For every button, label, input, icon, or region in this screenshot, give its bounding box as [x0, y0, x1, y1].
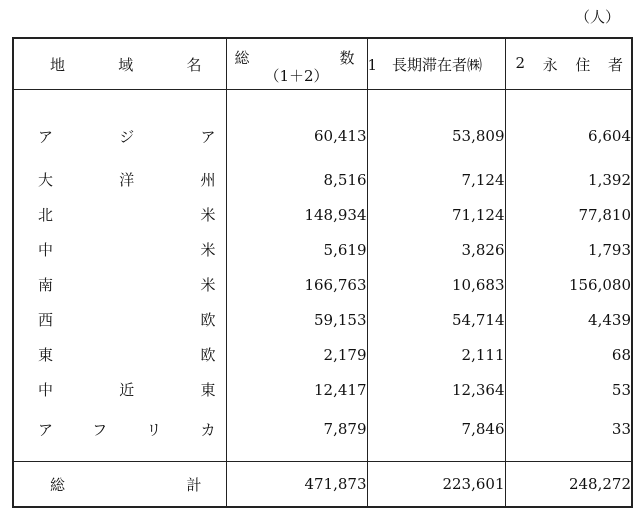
- total-cell: 60,413: [226, 90, 367, 163]
- region-char: 米: [200, 241, 216, 259]
- total-cell: 12,417: [226, 372, 367, 407]
- region-char: 米: [200, 206, 216, 224]
- long-term-cell: 3,826: [367, 232, 505, 267]
- region-cell: [13, 162, 226, 197]
- region-char: 中: [38, 241, 54, 259]
- table-row: [13, 162, 632, 197]
- total-cell: 59,153: [226, 302, 367, 337]
- header-total-right: 数: [339, 49, 355, 67]
- region-cell: [13, 232, 226, 267]
- permanent-cell: 53: [505, 372, 632, 407]
- region-char: カ: [200, 420, 216, 439]
- total-cell: 5,619: [226, 232, 367, 267]
- region-char: 州: [200, 171, 216, 189]
- region-char: ジ: [119, 127, 135, 146]
- total-row: [13, 462, 632, 508]
- table-row: [13, 407, 632, 462]
- region-cell: [13, 407, 226, 462]
- total-label-char: 総: [50, 475, 66, 494]
- long-term-cell: 12,364: [367, 372, 505, 407]
- permanent-cell: 4,439: [505, 302, 632, 337]
- total-cell: 2,179: [226, 337, 367, 372]
- grand-long-term-cell: 223,601: [367, 462, 505, 508]
- table-row: [13, 267, 632, 302]
- header-permanent-char: 者: [607, 55, 623, 74]
- table-row: [13, 372, 632, 407]
- region-char: 北: [38, 206, 54, 224]
- header-region-char: 名: [186, 55, 202, 74]
- permanent-cell: 6,604: [505, 90, 632, 163]
- header-total: [226, 38, 367, 90]
- total-cell: 148,934: [226, 197, 367, 232]
- region-char: 欧: [200, 346, 216, 364]
- header-region-char: 域: [118, 55, 134, 74]
- region-cell: [13, 337, 226, 372]
- permanent-cell: 77,810: [505, 197, 632, 232]
- total-cell: 8,516: [226, 162, 367, 197]
- total-label-char: 計: [186, 475, 202, 494]
- region-cell: [13, 197, 226, 232]
- long-term-cell: 10,683: [367, 267, 505, 302]
- region-cell: [13, 90, 226, 163]
- header-row: [13, 38, 632, 90]
- header-long-term: 1 長期滞在者㈱: [367, 38, 505, 90]
- header-region-char: 地: [50, 55, 66, 74]
- header-permanent-char: 永: [542, 55, 558, 74]
- region-char: 南: [38, 276, 54, 294]
- permanent-cell: 33: [505, 407, 632, 462]
- permanent-cell: 68: [505, 337, 632, 372]
- permanent-cell: 1,793: [505, 232, 632, 267]
- region-char: 近: [119, 381, 135, 399]
- total-cell: 7,879: [226, 407, 367, 462]
- region-char: 中: [38, 381, 54, 399]
- long-term-cell: 71,124: [367, 197, 505, 232]
- residents-by-region-table: [12, 37, 633, 508]
- unit-label: （人）: [575, 8, 621, 26]
- header-region: [13, 38, 226, 90]
- table-row: [13, 197, 632, 232]
- region-char: ア: [38, 127, 54, 146]
- region-cell: [13, 267, 226, 302]
- region-char: 東: [38, 346, 54, 364]
- region-char: リ: [146, 420, 162, 439]
- region-char: ア: [38, 420, 54, 439]
- total-cell: 166,763: [226, 267, 367, 302]
- total-label-cell: [13, 462, 226, 508]
- permanent-cell: 1,392: [505, 162, 632, 197]
- region-cell: [13, 372, 226, 407]
- region-char: フ: [92, 420, 108, 439]
- region-char: 欧: [200, 311, 216, 329]
- header-permanent-char: 住: [575, 55, 591, 74]
- long-term-cell: 7,846: [367, 407, 505, 462]
- permanent-cell: 156,080: [505, 267, 632, 302]
- grand-permanent-cell: 248,272: [505, 462, 632, 508]
- table-row: [13, 302, 632, 337]
- long-term-cell: 54,714: [367, 302, 505, 337]
- region-char: ア: [200, 127, 216, 146]
- long-term-cell: 53,809: [367, 90, 505, 163]
- table-row: [13, 337, 632, 372]
- table-row: [13, 232, 632, 267]
- long-term-cell: 7,124: [367, 162, 505, 197]
- long-term-cell: 2,111: [367, 337, 505, 372]
- header-permanent-char: 2: [515, 53, 526, 72]
- region-cell: [13, 302, 226, 337]
- table-row: [13, 90, 632, 163]
- region-char: 大: [38, 171, 54, 189]
- grand-total-cell: 471,873: [226, 462, 367, 508]
- region-char: 東: [200, 381, 216, 399]
- header-total-sub: （1＋2）: [264, 67, 329, 85]
- region-char: 洋: [119, 171, 135, 189]
- header-permanent: [505, 38, 632, 90]
- region-char: 米: [200, 276, 216, 294]
- header-total-left: 総: [234, 49, 250, 67]
- region-char: 西: [38, 311, 54, 329]
